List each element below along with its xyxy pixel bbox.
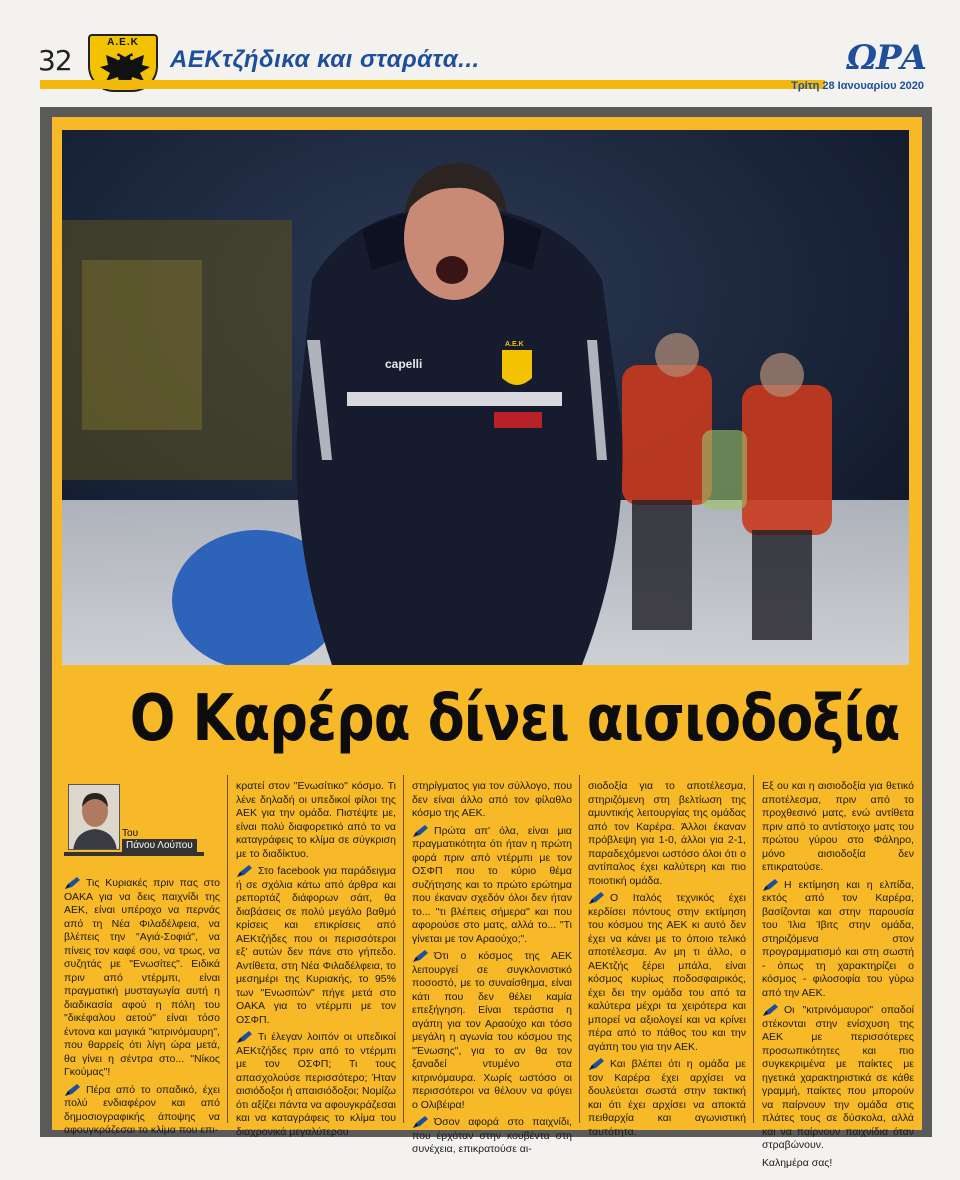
byline-label: Του [122, 828, 139, 839]
byline [64, 782, 204, 860]
pen-bullet-icon [412, 824, 430, 838]
logo-text: Α.Ε.Κ [107, 37, 139, 48]
coach-photo [62, 130, 909, 665]
page-number: 32 [38, 44, 72, 77]
column-divider [227, 775, 228, 1123]
pen-bullet-icon [762, 878, 780, 892]
pen-bullet-icon [64, 1083, 82, 1097]
pen-bullet-icon [588, 891, 606, 905]
headline: Ο Καρέρα δίνει αισιοδοξία [129, 682, 900, 756]
badge-text: Α.Ε.Κ [505, 341, 524, 348]
pen-bullet-icon [236, 864, 254, 878]
pen-bullet-icon [64, 876, 82, 890]
article-column-5 [762, 780, 914, 1174]
article-paragraph: σιοδοξία για το αποτέλεσμα, στηριζόμενη στη βελτίωση της αμυντικής λειτουργίας της ομάδας από τον Καρέρα. Άλλοι έκαναν πρόβλεψη για 1-0, άλλοι για 2-1, παραδεχόμενοι ωστόσο όλοι ότι ο αντίπαλος έχει καλύτερη και πιο ποιοτική ομάδα. [588, 780, 746, 887]
header-rule [40, 80, 825, 89]
article-column-2 [236, 780, 396, 1143]
author-avatar [68, 784, 120, 850]
jacket-brand: capelli [385, 357, 423, 371]
article-paragraph: Τι έλεγαν λοιπόν οι υπεδικοί ΑΕΚτζήδες πριν από το ντέρμπι με τον ΟΣΦΠ; Τι τους απασχολούσε περισσότερο; Ήταν αισιόδοξοι ή απαισιόδοξοι; Νομίζω ότι αξίζει πάντα να αφουγκράζεσαι και να καταγράφεις το κλίμα του διαχρονικά μεγαλύτερου [236, 1031, 396, 1138]
pen-bullet-icon [412, 1115, 430, 1129]
article-paragraph: Όσον αφορά στο παιχνίδι, που έρχόταν στην κουβέντα στη συνέχεια, επικρατούσε αι- [412, 1116, 572, 1155]
brand-logo: ΩΡΑ [846, 38, 926, 78]
article-paragraph: στηρίγματος για τον σύλλογο, που δεν είναι άλλο από τον φίλαθλο κόσμο της ΑΕΚ. [412, 780, 572, 819]
article-signoff: Καλημέρα σας! [762, 1156, 833, 1169]
article-paragraph: Στο facebook για παράδειγμα ή σε σχόλια κάτω από άρθρα και ρεπορτάζ διάφορων σάιτ, θα διαβάσεις σε πολύ μεγάλο βαθμό κρίσεις και επικρίσεις από ΑΕΚτζήδες που οι περισσότεροι εξ' αυτών δεν πάνε στο γήπεδο. Αντίθετα, στη Νέα Φιλαδέλφεια, το μεσημέρι της Κυριακής, το 95% των "Ενωσιτών" πήγε μετά στο ΟΑΚΑ για το ντέρμπι με τον ΟΣΦΠ. [236, 865, 396, 1026]
article-paragraph: Εξ ου και η αισιοδοξία για θετικό αποτέλεσμα, πριν από το προχθεσινό ματς, ενώ αντίθετα πριν από το αντίστοιχο ματς του πρώτου γύρου στο Φάληρο, μόνο αισιοδοξία δεν επικρατούσε. [762, 780, 914, 873]
photo-illustration [62, 130, 909, 665]
article-paragraph: Πρώτα απ' όλα, είναι μια πραγματικότητα ότι ήταν η πρώτη φορά πριν από ντέρμπι με τον ΟΣΦΠ που το κύριο θέμα συζήτησης και το πρώτο ερώτημα που έκαναν σχεδόν όλοι δεν ήταν το... "τι βλέπεις σήμερα" και που αφορούσε στο ματς, αλλά το... "Τι γίνεται με τον Αραούχο;". [412, 824, 572, 945]
article-paragraph: Ότι ο κόσμος της ΑΕΚ λειτουργεί σε συγκλονιστικό ποσοστό, με το συναίσθημα, είναι κάτι που δεν θέλει καμία επεξήγηση. Είναι τεράστια η αγάπη για τον Αραούχο και τόσο μεγάλη η αγωνία του κόσμου της "Ένωσης", για το αν θα τον ξαναδεί ντυμένο στα κιτρινόμαυρα. Χωρίς ωστόσο οι περισσότεροι να θέλουν να φύγει ο Ολιβέιρα! [412, 950, 572, 1111]
pen-bullet-icon [588, 1057, 606, 1071]
article-paragraph: Η εκτίμηση και η ελπίδα, εκτός από τον Καρέρα, βασίζονται και στην παρουσία του Ίλια Ίβιτς στην ομάδα, στηριζόμενα στον προγραμματισμό και στη σωστή - όπως τη χαρακτηρίζει ο κόσμος - φιλοσοφία του γύρω από την ΑΕΚ. [762, 878, 914, 999]
pen-bullet-icon [412, 949, 430, 963]
pen-bullet-icon [762, 1003, 780, 1017]
article-paragraph: Οι "κιτρινόμαυροι" οπαδοί στέκονται στην ενίσχυση της ΑΕΚ με περισσότερες προσωπικότητες και πιο συγκεκριμένα με παίκτες με ηγετικά χαρακτηριστικά σε κάθε γραμμή, παίκτες που μπορούν να παίρνουν την ομάδα στις πλάτες τους σε δύσκολα, αλλά και να παίρνουν παιχνίδια όταν στραβώνουν. [762, 1004, 914, 1151]
section-title: AEKτζήδικα και σταράτα... [170, 46, 480, 73]
article-column-4 [588, 780, 746, 1143]
article-paragraph: κρατεί στον "Ενωσίτικο" κόσμο. Τι λένε δηλαδή οι υπεδικοί φίλοι της ΑΕΚ για την ομάδα. Πιστέψτε με, είναι πολύ διαφορετικό από το να καταγράφεις το κλίμα σε σύγκριση με το διαδίκτυο. [236, 780, 396, 860]
column-divider [753, 775, 754, 1123]
article-column-1 [64, 877, 220, 1142]
article-column-3 [412, 780, 572, 1161]
column-divider [403, 775, 404, 1123]
byline-author: Πάνου Λούπου [122, 839, 197, 852]
pen-bullet-icon [236, 1030, 254, 1044]
masthead [0, 0, 960, 100]
issue-date: Τρίτη 28 Ιανουαρίου 2020 [791, 80, 924, 92]
byline-underline [64, 852, 204, 856]
article-paragraph: Τις Κυριακές πριν πας στο ΟΑΚΑ για να δεις παιχνίδι της ΑΕΚ, είναι υπέροχο να περνάς από τη Νέα Φιλαδέλφεια, να βλέπεις την "Αγιά-Σοφιά", να πίνεις τον καφέ σου, να τρως, να συζητάς με "Ενωσίτες". Ειδικά πριν από ντέρμπι, είναι πραγματική μυσταγωγία αυτή η διαδικασία αφού η πόλη του "δικέφαλου αετού" είναι τόσο έντονα και μαγικά "κιτρινόμαυρη", που θαρρείς ότι λίγη ώρα μετά, θα γίνει η σέντρα στο... "Νίκος Γκούμας"! [64, 877, 220, 1078]
article-paragraph: Και βλέπει ότι η ομάδα με τον Καρέρα έχει αρχίσει να δουλεύεται σωστά στην τακτική και ότι έχει αρχίσει να αποκτά πειθαρχία και αγωνιστική ταυτότητα. [588, 1058, 746, 1138]
author-portrait-icon [69, 785, 120, 850]
column-divider [579, 775, 580, 1123]
article-paragraph: Ο Ιταλός τεχνικός έχει κερδίσει πόντους στην εκτίμηση του κόσμου της ΑΕΚ κι αυτό δεν έχει να κάνει με το όποιο τελικό αποτέλεσμα. Αν μη τι άλλο, ο ΑΕΚτζής ξέρει μπάλα, είναι κόσμος κυρίως ποδοσφαιρικός, έχει δει την ομάδα του από τα καλύτερα μέχρι τα χειρότερα και μπορεί να αξιολογεί και να κρίνει πέρα από το πάθος του και την αγάπη του για την ΑΕΚ. [588, 892, 746, 1053]
article-paragraph: Πέρα από το οπαδικό, έχει πολύ ενδιαφέρον και από δημοσιογραφικής άποψης να αφουγκράζεσαι το κλίμα που επι- [64, 1083, 220, 1136]
